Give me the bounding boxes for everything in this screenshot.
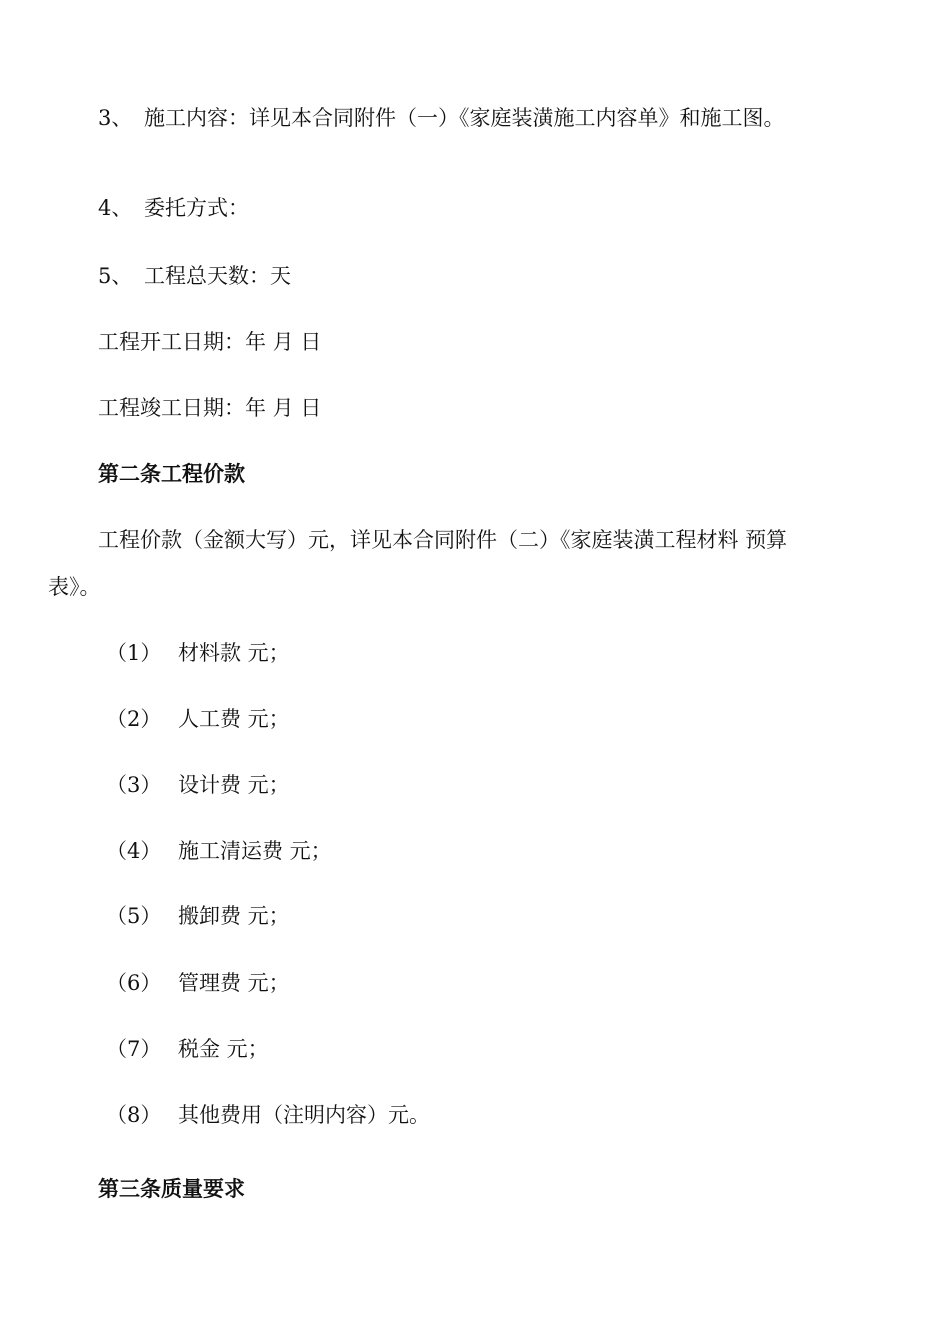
item-number: （3） (106, 773, 162, 797)
price-item-4 (106, 836, 332, 866)
item-number: （8） (106, 1103, 162, 1127)
item-text: 搬卸费 元； (178, 904, 290, 928)
clause-item-3 (98, 103, 785, 133)
item-text: 材料款 元； (178, 641, 290, 665)
price-paragraph-line-2: 表》。 (48, 575, 101, 599)
item-text: 其他费用（注明内容）元。 (178, 1103, 430, 1127)
start-date-line: 工程开工日期：年 月 日 (98, 330, 322, 354)
price-item-6 (106, 968, 290, 998)
item-text: 工程总天数：天 (144, 264, 291, 288)
clause-item-5 (98, 261, 291, 291)
item-text: 设计费 元； (178, 773, 290, 797)
item-number: 4、 (98, 196, 133, 220)
item-text: 管理费 元； (178, 971, 290, 995)
price-item-7 (106, 1034, 269, 1064)
item-number: （6） (106, 971, 162, 995)
price-item-3 (106, 770, 290, 800)
item-number: （2） (106, 707, 162, 731)
end-date-line: 工程竣工日期：年 月 日 (98, 396, 322, 420)
price-item-8 (106, 1100, 430, 1130)
item-text: 施工清运费 元； (178, 839, 332, 863)
item-text: 人工费 元； (178, 707, 290, 731)
section-heading-price: 第二条工程价款 (98, 461, 245, 486)
price-paragraph-line-1: 工程价款（金额大写）元，详见本合同附件（二）《家庭装潢工程材料 预算 (98, 528, 788, 552)
item-text: 委托方式： (144, 196, 249, 220)
item-number: （7） (106, 1037, 162, 1061)
price-item-5 (106, 901, 290, 931)
item-number: （4） (106, 839, 162, 863)
item-number: （5） (106, 904, 162, 928)
item-text: 税金 元； (178, 1037, 269, 1061)
price-item-2 (106, 704, 290, 734)
item-number: （1） (106, 641, 162, 665)
item-number: 5、 (98, 264, 133, 288)
clause-item-4 (98, 193, 249, 223)
item-text: 施工内容：详见本合同附件（一）《家庭装潢施工内容单》和施工图。 (144, 106, 785, 130)
section-heading-quality: 第三条质量要求 (98, 1176, 245, 1201)
item-number: 3、 (98, 106, 133, 130)
price-item-1 (106, 638, 290, 668)
